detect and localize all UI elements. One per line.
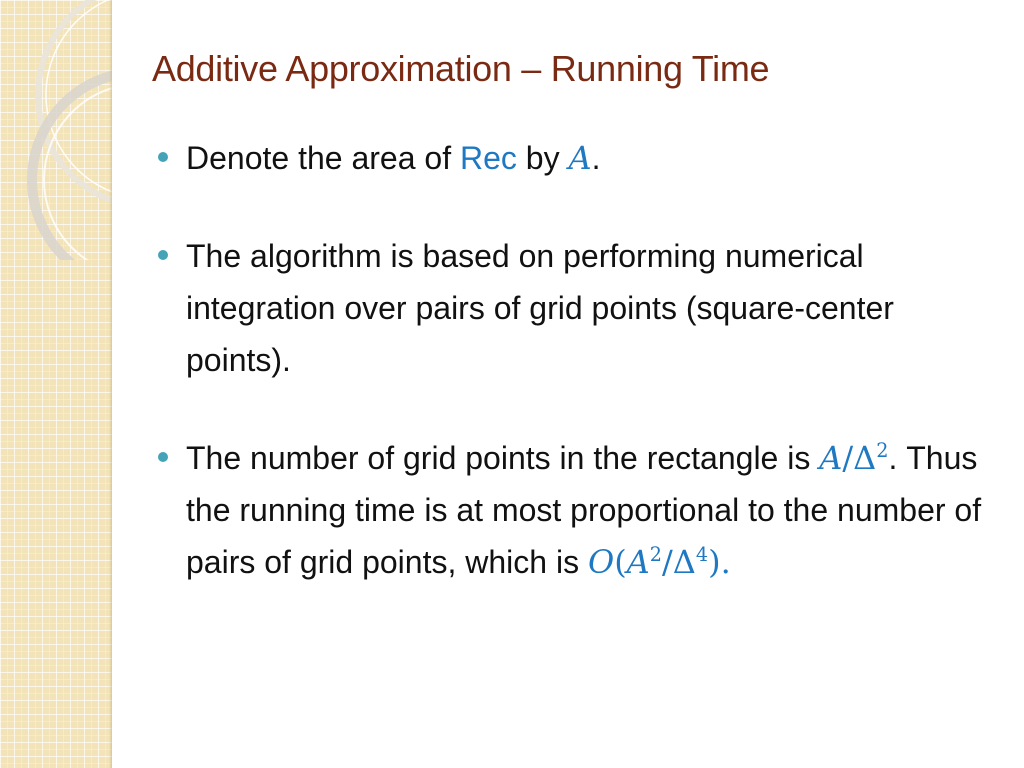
bullet-text: . Thus the running time is at most proportional to the number of pairs of grid points, which is (186, 440, 982, 580)
slide-title: Additive Approximation – Running Time (152, 48, 770, 89)
decorative-circles (0, 0, 112, 260)
math-paren: ( (614, 543, 627, 581)
math-area: A (626, 543, 650, 581)
math-exponent: 2 (649, 542, 662, 566)
bullet-text: Denote the area of (186, 140, 460, 176)
bullet-item-3 (158, 432, 998, 588)
bullet-list (158, 132, 998, 588)
math-big-o: O (587, 543, 615, 581)
bullet-text: The algorithm is based on performing numerical integration over pairs of grid points (square-center points). (186, 238, 894, 378)
math-paren: ). (708, 543, 731, 581)
bullet-icon (158, 152, 168, 162)
bullet-icon (158, 250, 168, 260)
bullet-text: . (591, 140, 601, 176)
math-exponent: 2 (876, 438, 889, 462)
bullet-text: by (516, 140, 569, 176)
decorative-side-band (0, 0, 112, 768)
bullet-item-2 (158, 230, 998, 386)
math-exponent: 4 (695, 542, 709, 566)
bullet-item-1 (158, 132, 998, 184)
bullet-icon (158, 452, 168, 462)
highlight-rec: Rec (459, 140, 517, 176)
math-area: A (819, 439, 843, 477)
bullet-text: The number of grid points in the rectangle is (186, 440, 820, 476)
math-operator: /Δ (662, 543, 696, 581)
math-operator: /Δ (842, 439, 877, 477)
math-area: A (568, 139, 592, 177)
